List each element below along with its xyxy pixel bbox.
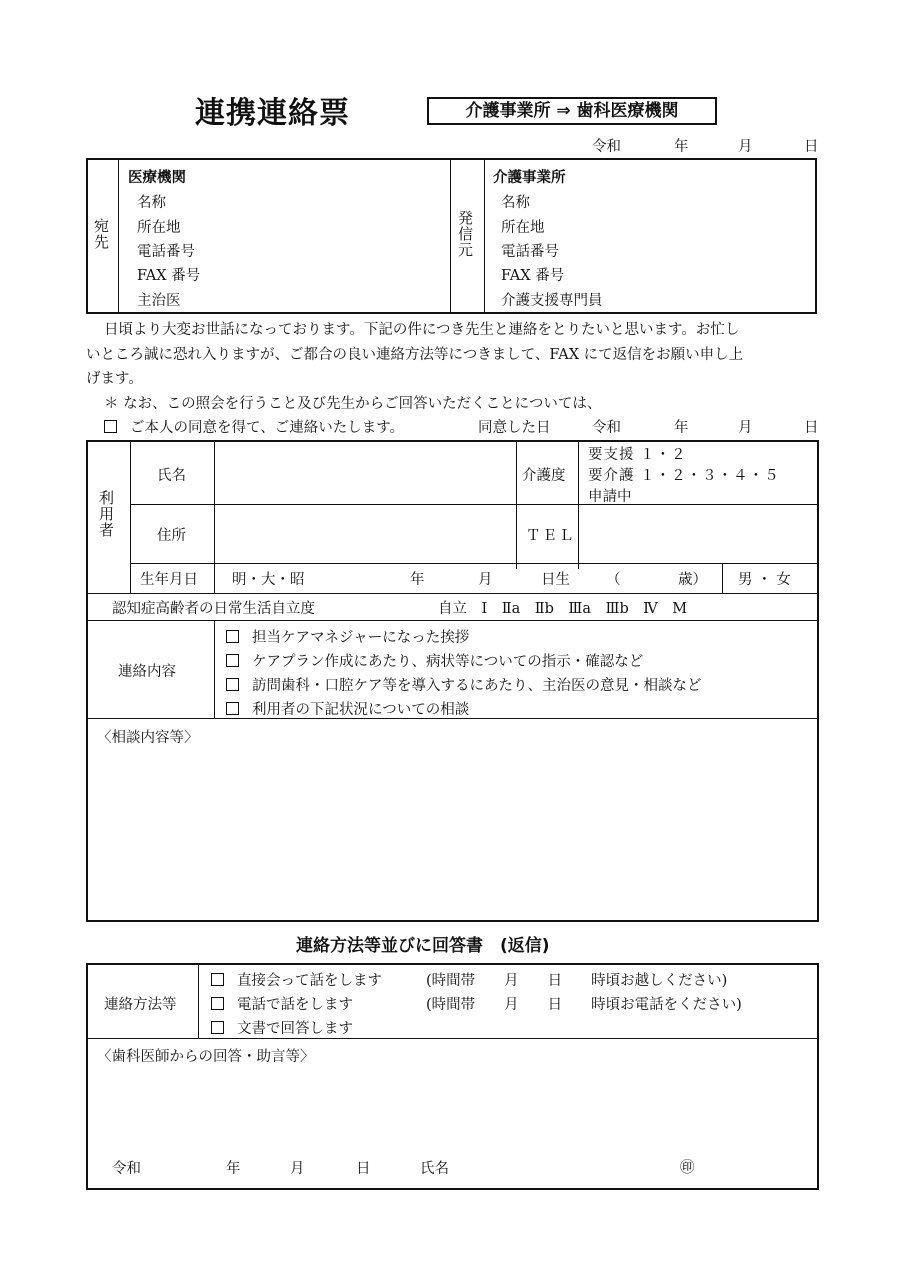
sender-heading: 介護事業所: [493, 170, 566, 186]
answer-day: 日: [356, 1161, 371, 1177]
contact-item[interactable]: ケアプラン作成にあたり、病状等についての指示・確認など: [226, 650, 643, 671]
consent-day: 日: [804, 420, 819, 436]
tel-label: ＴＥＬ: [526, 528, 576, 544]
method-time: (時間帯 月 日 時頃お電話をください): [426, 997, 742, 1013]
sender-address-label: 所在地: [501, 220, 545, 236]
intro-line-2: いところ誠に恐れ入りますが、ご都合の良い連絡方法等につきまして、FAX にて返信をお願い申し上: [86, 347, 744, 363]
intro-line-1: 日頃より大変お世話になっております。下記の件につき先生と連絡をとりたいと思います。お忙し: [104, 322, 740, 338]
date-reiwa: 令和: [592, 139, 621, 155]
birth-year: 年: [410, 572, 425, 588]
address-box: [86, 158, 817, 314]
consult-heading: 〈相談内容等〉: [97, 730, 199, 746]
checkbox[interactable]: [226, 678, 239, 691]
birth-label: 生年月日: [140, 572, 198, 588]
answer-reiwa: 令和: [112, 1161, 141, 1177]
intro-line-3: げます。: [86, 371, 143, 387]
method-item[interactable]: 直接会って話をします: [211, 969, 382, 990]
sender-fax-label: FAX 番号: [501, 268, 565, 284]
method-label: 連絡方法等: [104, 997, 177, 1013]
method-item[interactable]: 文書で回答します: [211, 1017, 353, 1038]
answer-field[interactable]: [92, 1068, 814, 1152]
answer-name-field[interactable]: [474, 1152, 674, 1178]
dementia-levels[interactable]: 自立 Ⅰ Ⅱa Ⅱb Ⅲa Ⅲb Ⅳ M: [438, 601, 688, 617]
birth-day-suffix: 日生: [541, 572, 570, 588]
recipient-doctor-label: 主治医: [137, 293, 181, 309]
checkbox[interactable]: [226, 702, 239, 715]
care-level-care[interactable]: 要介護 １・２・３・４・５: [588, 468, 780, 484]
consent-year: 年: [674, 420, 689, 436]
sender-name-label: 名称: [501, 195, 530, 211]
sender-caremanager-label: 介護支援専門員: [501, 293, 603, 309]
user-name-label: 氏名: [157, 468, 186, 484]
age-close: 歳）: [678, 572, 707, 588]
dementia-label: 認知症高齢者の日常生活自立度: [112, 601, 315, 617]
contact-label: 連絡内容: [118, 664, 176, 680]
age-open: （: [606, 572, 621, 588]
answer-month: 月: [290, 1161, 305, 1177]
document-title: 連携連絡票: [195, 96, 350, 131]
contact-item[interactable]: 担当ケアマネジャーになった挨拶: [226, 626, 469, 647]
recipient-address-label: 所在地: [137, 220, 181, 236]
answer-heading: 〈歯科医師からの回答・助言等〉: [97, 1049, 315, 1065]
consent-checkbox[interactable]: [104, 420, 117, 433]
era-options[interactable]: 明・大・昭: [232, 572, 305, 588]
tel-field[interactable]: [581, 507, 816, 561]
user-name-field[interactable]: [216, 444, 514, 502]
recipient-name-label: 名称: [137, 195, 166, 211]
sender-phone-label: 電話番号: [501, 244, 559, 260]
recipient-phone-label: 電話番号: [137, 244, 195, 260]
recipient-heading: 医療機関: [128, 170, 186, 186]
checkbox[interactable]: [226, 630, 239, 643]
date-day: 日: [804, 139, 819, 155]
user-side-label: 利用者: [97, 490, 115, 538]
route-label: 介護事業所 ⇒ 歯科医療機関: [427, 97, 717, 125]
reply-title: 連絡方法等並びに回答書 (返信): [296, 936, 550, 956]
address-label: 住所: [157, 528, 186, 544]
consent-month: 月: [738, 420, 753, 436]
seal-icon: ㊞: [680, 1160, 695, 1176]
sender-side-label: 発信元: [456, 210, 474, 258]
checkbox[interactable]: [211, 997, 224, 1010]
checkbox[interactable]: [226, 654, 239, 667]
checkbox[interactable]: [211, 1021, 224, 1034]
contact-item[interactable]: 訪問歯科・口腔ケア等を導入するにあたり、主治医の意見・相談など: [226, 674, 702, 695]
consent-row[interactable]: [104, 416, 404, 437]
birth-month: 月: [478, 572, 493, 588]
care-level-label: 介護度: [522, 468, 566, 484]
checkbox[interactable]: [211, 973, 224, 986]
sex-options[interactable]: 男 ・ 女: [738, 572, 791, 588]
consult-field[interactable]: [92, 748, 814, 916]
recipient-fax-label: FAX 番号: [137, 268, 201, 284]
care-level-pending[interactable]: 申請中: [588, 489, 632, 505]
recipient-side-label: 宛先: [92, 218, 110, 250]
date-year: 年: [674, 139, 689, 155]
answer-name-label: 氏名: [420, 1161, 449, 1177]
method-item[interactable]: 電話で話をします: [211, 993, 353, 1014]
intro-note: ＊ なお、この照会を行うこと及び先生からご回答いただくことについては、: [104, 396, 602, 412]
consent-reiwa: 令和: [592, 420, 621, 436]
date-month: 月: [738, 139, 753, 155]
contact-item[interactable]: 利用者の下記状況についての相談: [226, 698, 469, 719]
consent-text: ご本人の同意を得て、ご連絡いたします。: [130, 420, 405, 436]
address-field[interactable]: [216, 507, 514, 561]
consent-date-label: 同意した日: [478, 420, 551, 436]
care-level-support[interactable]: 要支援 １・２: [588, 447, 687, 463]
answer-year: 年: [226, 1161, 241, 1177]
method-time: (時間帯 月 日 時頃お越しください): [426, 973, 728, 989]
